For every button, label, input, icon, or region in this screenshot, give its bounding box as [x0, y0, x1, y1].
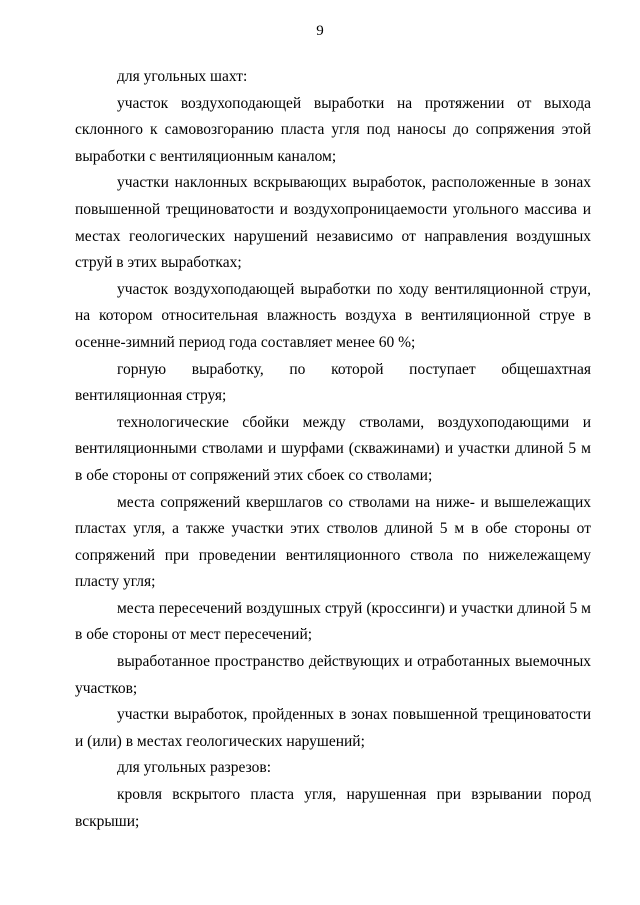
- paragraph-air-crossings: места пересечений воздушных струй (кроссинги) и участки длиной 5 м в обе стороны от мест пересечений;: [75, 599, 591, 644]
- paragraph-open-pits-heading: для угольных разрезов:: [117, 759, 272, 777]
- paragraph-coal-mines-heading: для угольных шахт:: [117, 68, 248, 85]
- paragraph-seam-roof: кровля вскрытого пласта угля, нарушенная при взрывании пород вскрыши;: [75, 786, 591, 830]
- paragraph-main-airway: горную выработку, по которой поступает общешахтная вентиляционная струя;: [75, 360, 591, 405]
- page-number: 9: [316, 23, 324, 39]
- paragraph-crosscut-junctions: места сопряжений квершлагов со стволами на ниже- и вышележащих пластах угля, а также участки этих стволов длиной 5 м в обе стороны от сопряжений при проведении вентиляционного ствола по нижележащему пласту угля;: [75, 493, 591, 591]
- paragraph-inclined-openings: участки наклонных вскрывающих выработок, расположенные в зонах повышенной трещиноватости и воздухопроницаемости угольного массива и местах геологических нарушений независимо от направления воздушных струй в этих выработках;: [75, 174, 591, 272]
- paragraph-humidity-section: участок воздухоподающей выработки по ходу вентиляционной струи, на котором относительная влажность воздуха в вентиляционной струе в осенне-зимний период года составляет менее 60 %;: [75, 280, 591, 351]
- paragraph-fractured-zones: участки выработок, пройденных в зонах повышенной трещиноватости и (или) в местах геологических нарушений;: [75, 706, 591, 750]
- paragraph-goaf: выработанное пространство действующих и отработанных выемочных участков;: [75, 653, 591, 697]
- paragraph-shaft-crosscuts: технологические сбойки между стволами, воздухоподающими и вентиляционными стволами и шурфами (скважинами) и участки длиной 5 м в обе стороны от сопряжений этих сбоек со стволами;: [75, 413, 591, 484]
- document-body: [75, 64, 591, 835]
- paragraph-air-supply-section: участок воздухоподающей выработки на протяжении от выхода склонного к самовозгоранию пласта угля под наносы до сопряжения этой выработки с вентиляционным каналом;: [75, 94, 591, 165]
